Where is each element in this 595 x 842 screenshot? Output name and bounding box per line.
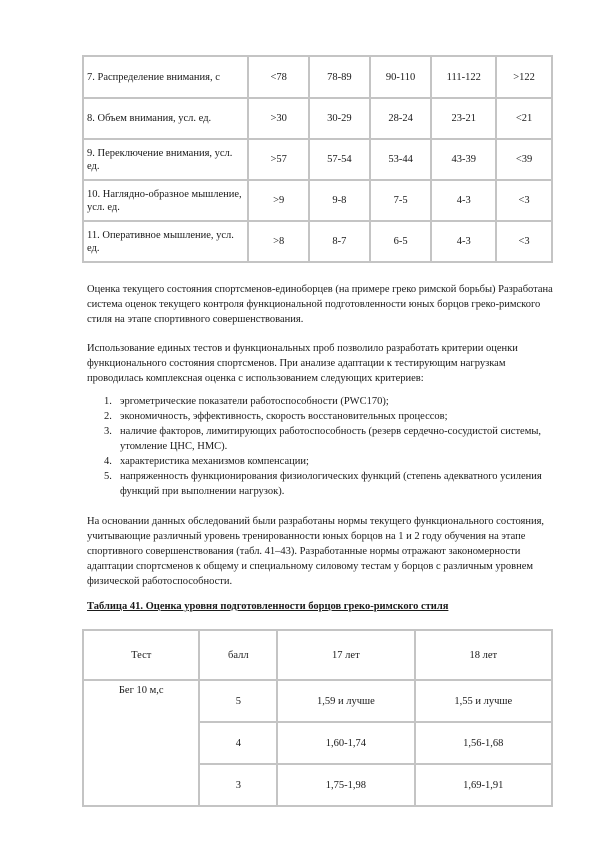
table-row <box>83 56 552 98</box>
list-item-text: наличие факторов, лимитирующих работоспособность (резерв сердечно-сосудистой системы, утомление ЦНС, НМС). <box>120 426 542 452</box>
norm-value: 9-8 <box>309 180 370 221</box>
age17-cell: 1,75-1,98 <box>277 764 414 806</box>
norm-value: 4-3 <box>431 180 496 221</box>
score-cell: 5 <box>199 680 277 722</box>
list-item-number: 4. <box>104 456 112 467</box>
list-item <box>87 409 557 424</box>
paragraph-tests-usage: Использование единых тестов и функциональных проб позволило разработать критерии оценки функционального состояния спортсменов. При анализе адаптации к тестирующим нагрузкам проводилась комплексная оценка с использованием следующих критериев: <box>87 343 518 384</box>
table-header-row <box>83 630 552 680</box>
norm-value: 78-89 <box>309 56 370 98</box>
criterion-label: 8. Объем внимания, усл. ед. <box>83 98 248 139</box>
criterion-label: 10. Наглядно-образное мышление, усл. ед. <box>83 180 248 221</box>
column-header-18-years: 18 лет <box>415 630 552 680</box>
list-item-text: эргометрические показатели работоспособности (PWC170); <box>120 396 389 407</box>
score-cell: 4 <box>199 722 277 764</box>
table-row <box>83 680 552 722</box>
list-item-number: 3. <box>104 426 112 437</box>
paragraph-norms-developed: На основании данных обследований были разработаны нормы текущего функционального состояния, учитывающие различный уровень тренированности юных борцов на 1 и 2 году обучения на этапе спортивного совершенствования (табл. 41–43). Разработанные нормы отражают закономерности адаптации спортсменов к общему и специальному силовому тестам у борцов с различным уровнем физической работоспособности. <box>87 516 545 587</box>
list-item-text: характеристика механизмов компенсации; <box>120 456 309 467</box>
list-item <box>87 469 557 499</box>
norm-value: >30 <box>248 98 309 139</box>
table-row <box>83 221 552 262</box>
test-name: Бег 10 м,с <box>83 680 199 806</box>
norm-value: 90-110 <box>370 56 432 98</box>
list-item-number: 1. <box>104 396 112 407</box>
list-item <box>87 424 557 454</box>
list-item <box>87 394 557 409</box>
column-header-17-years: 17 лет <box>277 630 414 680</box>
norm-value: <39 <box>496 139 552 180</box>
age18-cell: 1,69-1,91 <box>415 764 552 806</box>
criteria-list <box>87 394 557 499</box>
norm-value: 23-21 <box>431 98 496 139</box>
list-item-text: экономичность, эффективность, скорость восстановительных процессов; <box>120 411 448 422</box>
paragraph-current-state: Оценка текущего состояния спортсменов-единоборцев (на примере греко римской борьбы) Разработана система оценок текущего контроля функциональной подготовленности юных борцов греко-римского стиля на этапе спортивного совершенствования. <box>87 284 553 325</box>
norm-value: >8 <box>248 221 309 262</box>
column-header-score: балл <box>199 630 277 680</box>
norm-value: <78 <box>248 56 309 98</box>
table-row <box>83 139 552 180</box>
norm-value: 8-7 <box>309 221 370 262</box>
norm-value: 111-122 <box>431 56 496 98</box>
norm-value: 6-5 <box>370 221 432 262</box>
norm-value: 57-54 <box>309 139 370 180</box>
table-41 <box>82 629 553 807</box>
table-row <box>83 180 552 221</box>
column-header-test: Тест <box>83 630 199 680</box>
norm-value: >122 <box>496 56 552 98</box>
list-item-number: 2. <box>104 411 112 422</box>
list-item-number: 5. <box>104 471 112 482</box>
score-cell: 3 <box>199 764 277 806</box>
norm-value: >57 <box>248 139 309 180</box>
norm-value: 30-29 <box>309 98 370 139</box>
criterion-label: 9. Переключение внимания, усл. ед. <box>83 139 248 180</box>
norm-value: 53-44 <box>370 139 432 180</box>
norm-value: 28-24 <box>370 98 432 139</box>
table-title: Таблица 41. Оценка уровня подготовленности борцов греко-римского стиля <box>87 601 449 612</box>
age17-cell: 1,60-1,74 <box>277 722 414 764</box>
age18-cell: 1,56-1,68 <box>415 722 552 764</box>
norm-value: 43-39 <box>431 139 496 180</box>
list-item <box>87 454 557 469</box>
criterion-label: 11. Оперативное мышление, усл. ед. <box>83 221 248 262</box>
norms-table <box>82 55 553 263</box>
criterion-label: 7. Распределение внимания, с <box>83 56 248 98</box>
norm-value: 4-3 <box>431 221 496 262</box>
norm-value: <3 <box>496 180 552 221</box>
norm-value: >9 <box>248 180 309 221</box>
norm-value: <21 <box>496 98 552 139</box>
age17-cell: 1,59 и лучше <box>277 680 414 722</box>
age18-cell: 1,55 и лучше <box>415 680 552 722</box>
table-row <box>83 98 552 139</box>
norm-value: 7-5 <box>370 180 432 221</box>
list-item-text: напряженность функционирования физиологических функций (степень адекватного усиления функций при выполнении нагрузок). <box>120 471 542 497</box>
norm-value: <3 <box>496 221 552 262</box>
